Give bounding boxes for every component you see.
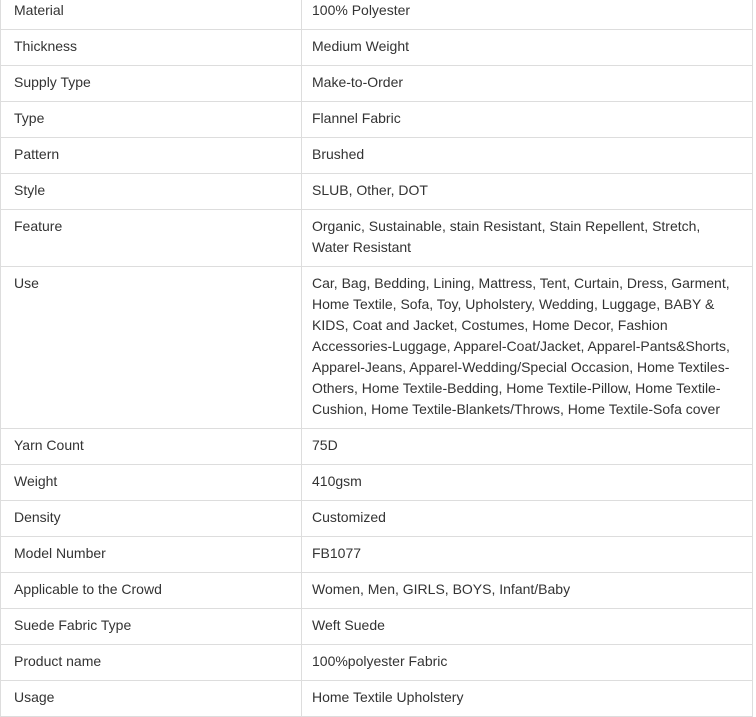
spec-key: Use <box>1 267 302 429</box>
spec-value: Flannel Fabric <box>302 102 753 138</box>
table-row <box>1 609 753 645</box>
spec-value: Brushed <box>302 138 753 174</box>
spec-key: Yarn Count <box>1 429 302 465</box>
spec-value: Women, Men, GIRLS, BOYS, Infant/Baby <box>302 573 753 609</box>
spec-value: Home Textile Upholstery <box>302 681 753 717</box>
table-row <box>1 210 753 267</box>
table-row <box>1 267 753 429</box>
spec-value: FB1077 <box>302 537 753 573</box>
spec-key: Model Number <box>1 537 302 573</box>
spec-value: Car, Bag, Bedding, Lining, Mattress, Tent, Curtain, Dress, Garment, Home Textile, Sofa, Toy, Upholstery, Wedding, Luggage, BABY & KIDS, Coat and Jacket, Costumes, Home Decor, Fashion Accessories-Luggage, Apparel-Coat/Jacket, Apparel-Pants&Shorts, Apparel-Jeans, Apparel-Wedding/Special Occasion, Home Textiles-Others, Home Textile-Bedding, Home Textile-Pillow, Home Textile-Cushion, Home Textile-Blankets/Throws, Home Textile-Sofa cover <box>302 267 753 429</box>
table-row <box>1 501 753 537</box>
spec-key: Applicable to the Crowd <box>1 573 302 609</box>
spec-key: Thickness <box>1 30 302 66</box>
table-row <box>1 681 753 717</box>
spec-key: Usage <box>1 681 302 717</box>
table-row <box>1 465 753 501</box>
spec-key: Product name <box>1 645 302 681</box>
spec-value: Weft Suede <box>302 609 753 645</box>
spec-value: 100% Polyester <box>302 0 753 30</box>
spec-value: 75D <box>302 429 753 465</box>
spec-value: Organic, Sustainable, stain Resistant, Stain Repellent, Stretch, Water Resistant <box>302 210 753 267</box>
spec-value: Medium Weight <box>302 30 753 66</box>
spec-key: Feature <box>1 210 302 267</box>
table-row <box>1 30 753 66</box>
spec-key: Density <box>1 501 302 537</box>
table-row <box>1 138 753 174</box>
spec-key: Pattern <box>1 138 302 174</box>
spec-value: 100%polyester Fabric <box>302 645 753 681</box>
spec-key: Material <box>1 0 302 30</box>
table-row <box>1 66 753 102</box>
table-row <box>1 429 753 465</box>
spec-value: SLUB, Other, DOT <box>302 174 753 210</box>
table-row <box>1 573 753 609</box>
table-row <box>1 174 753 210</box>
spec-value: Make-to-Order <box>302 66 753 102</box>
table-row <box>1 0 753 30</box>
table-row <box>1 102 753 138</box>
spec-value: 410gsm <box>302 465 753 501</box>
spec-key: Weight <box>1 465 302 501</box>
spec-key: Supply Type <box>1 66 302 102</box>
spec-key: Style <box>1 174 302 210</box>
table-row <box>1 537 753 573</box>
spec-key: Type <box>1 102 302 138</box>
table-row <box>1 645 753 681</box>
spec-key: Suede Fabric Type <box>1 609 302 645</box>
spec-value: Customized <box>302 501 753 537</box>
